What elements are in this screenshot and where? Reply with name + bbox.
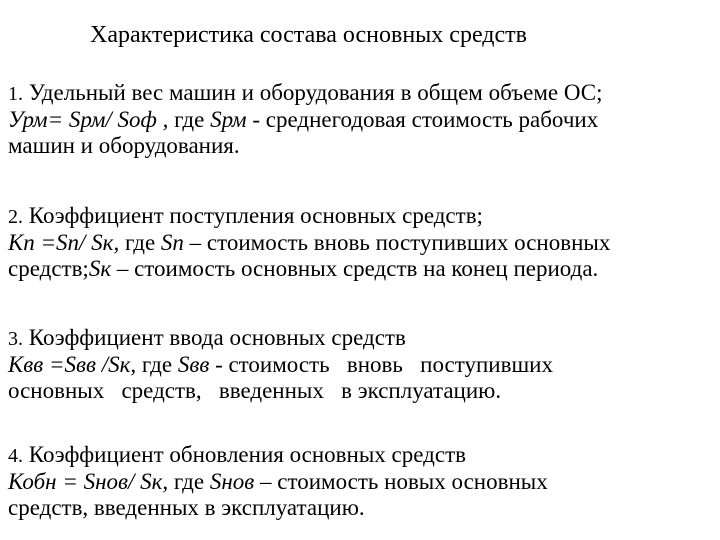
formula-where: где <box>136 352 178 377</box>
item-continuation: машин и оборудования. <box>8 133 240 158</box>
indicator-item-1 <box>8 80 708 159</box>
formula-symbol: Sп <box>160 230 184 255</box>
item-formula-line <box>8 469 708 495</box>
formula-symbol: Sрм <box>210 107 247 132</box>
item-heading <box>8 80 708 107</box>
formula-where: где <box>119 230 161 255</box>
item-continuation: основных средств, введенных в эксплуатацию. <box>8 378 502 403</box>
formula: Урм= Sрм/ Sоф , <box>8 107 169 132</box>
item-number: 1. <box>8 83 23 105</box>
item-title: Коэффициент ввода основных средств <box>28 325 406 350</box>
formula-description: - среднегодовая стоимость рабочих <box>246 107 599 132</box>
formula-description: – стоимость вновь поступивших основных <box>183 230 611 255</box>
item-formula-line <box>8 230 708 256</box>
formula-description: - стоимость вновь поступивших <box>209 352 553 377</box>
item-title: Удельный вес машин и оборудования в общем объеме ОС; <box>28 80 603 105</box>
continuation-text: – стоимость основных средств на конец периода. <box>111 256 599 281</box>
item-continuation <box>8 256 708 282</box>
formula-symbol: Sнов <box>209 469 255 494</box>
slide-title: Характеристика состава основных средств <box>90 22 527 48</box>
item-number: 3. <box>8 328 23 350</box>
formula-symbol: Sвв <box>177 352 210 377</box>
formula-where: где <box>168 107 211 132</box>
item-formula-line <box>8 352 708 378</box>
formula-where: где <box>168 469 210 494</box>
continuation-text: средств; <box>8 256 89 281</box>
formula: Кп =Sп/ Sк, <box>8 230 120 255</box>
item-number: 4. <box>8 445 23 467</box>
formula-description: – стоимость новых основных <box>254 469 548 494</box>
indicator-item-4 <box>8 442 708 521</box>
item-continuation: средств, введенных в эксплуатацию. <box>8 495 365 520</box>
indicator-item-3 <box>8 325 708 404</box>
formula: Кобн = Sнов/ Sк, <box>8 469 169 494</box>
item-formula-line <box>8 107 708 133</box>
item-title: Коэффициент обновления основных средств <box>28 442 466 467</box>
formula: Квв =Sвв /Sк, <box>8 352 137 377</box>
item-heading <box>8 442 708 469</box>
formula-symbol: Sк <box>88 256 112 281</box>
indicator-item-2 <box>8 203 708 282</box>
item-heading <box>8 203 708 230</box>
item-title: Коэффициент поступления основных средств; <box>28 203 483 228</box>
item-number: 2. <box>8 206 23 228</box>
item-heading <box>8 325 708 352</box>
